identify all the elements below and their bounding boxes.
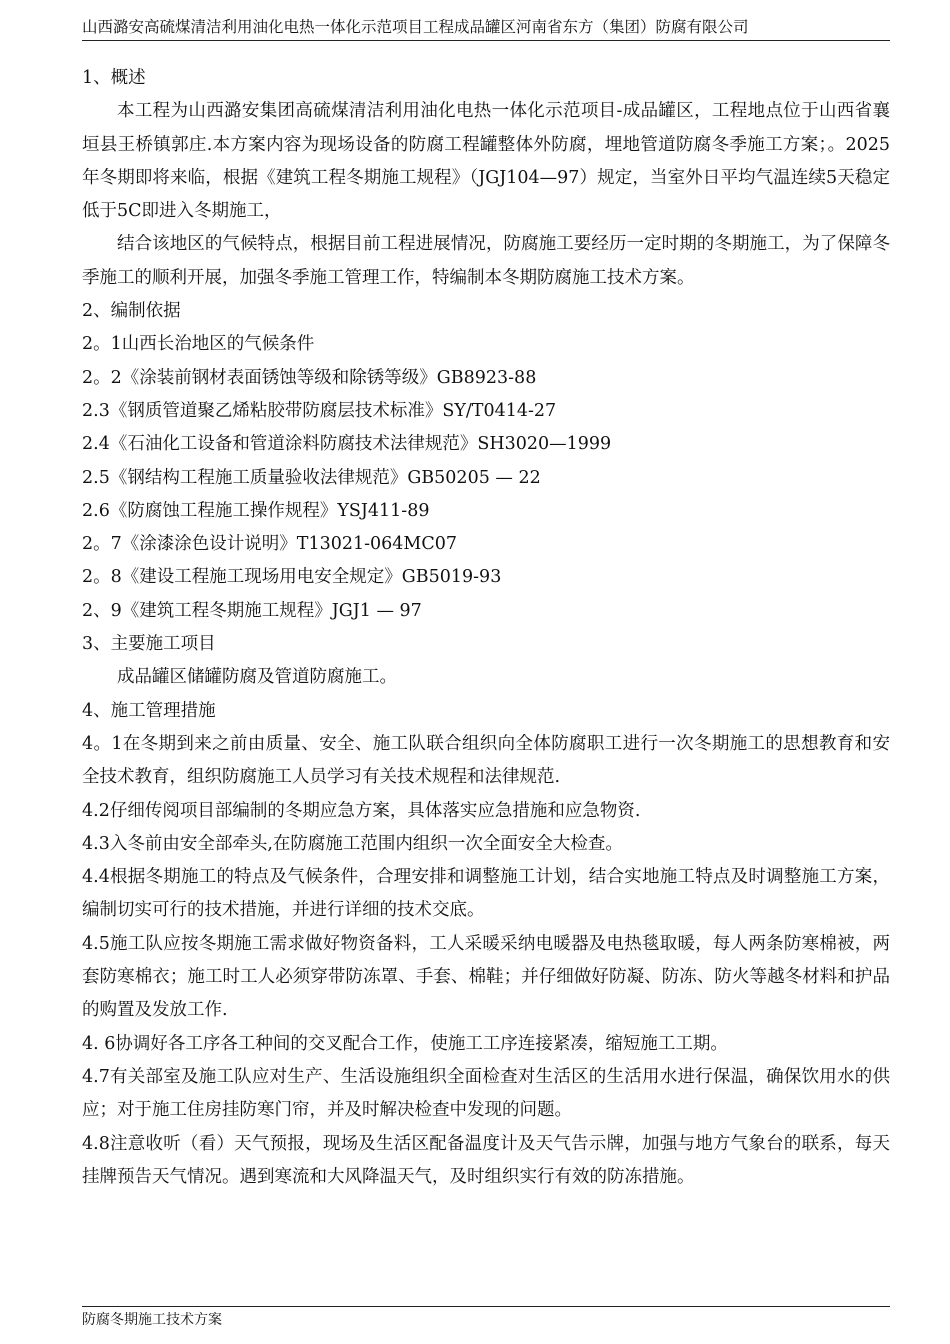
basis-item-2-9: 2、9《建筑工程冬期施工规程》JGJ1 — 97 (82, 600, 422, 621)
basis-item-2-3: 2.3《钢质管道聚乙烯粘胶带防腐层技术标准》SY/T0414-27 (82, 400, 557, 421)
basis-item-2-8: 2。8《建设工程施工现场用电安全规定》GB5019-93 (82, 567, 502, 588)
basis-item-2-2: 2。2《涂装前钢材表面锈蚀等级和除锈等级》GB8923-88 (82, 367, 537, 388)
basis-item-2-1: 2。1山西长治地区的气候条件 (82, 334, 315, 355)
measure-item-4-2: 4.2仔细传阅项目部编制的冬期应急方案，具体落实应急措施和应急物资. (82, 800, 641, 821)
basis-item-2-6: 2.6《防腐蚀工程施工操作规程》YSJ411-89 (82, 500, 430, 521)
document-body (82, 62, 890, 1194)
page-header: 山西潞安高硫煤清洁利用油化电热一体化示范项目工程成品罐区河南省东方（集团）防腐有限公司 (82, 18, 749, 36)
section-1-paragraph-1: 本工程为山西潞安集团高硫煤清洁利用油化电热一体化示范项目-成品罐区，工程地点位于山西省襄垣县王桥镇郭庄.本方案内容为现场设备的防腐工程罐整体外防腐，埋地管道防腐冬季施工方案；。2025年冬期即将来临，根据《建筑工程冬期施工规程》（JGJ104—97）规定，当室外日平均气温连续5天稳定低于5C即进入冬期施工， (82, 101, 890, 222)
measure-item-4-5: 4.5施工队应按冬期施工需求做好物资备料，工人采暖采纳电暖器及电热毯取暖，每人两条防寒棉被，两套防寒棉衣；施工时工人必须穿带防冻罩、手套、棉鞋；并仔细做好防凝、防冻、防火等越冬材料和护品的购置及发放工作. (82, 933, 890, 1021)
section-3-paragraph: 成品罐区储罐防腐及管道防腐施工。 (117, 667, 397, 688)
section-3-heading: 3、主要施工项目 (82, 634, 216, 655)
footer-divider (82, 1306, 890, 1307)
header-divider (82, 40, 890, 41)
measure-item-4-3: 4.3入冬前由安全部牵头,在防腐施工范围内组织一次全面安全大检查。 (82, 833, 623, 854)
section-1-paragraph-2: 结合该地区的气候特点，根据目前工程进展情况，防腐施工要经历一定时期的冬期施工，为了保障冬季施工的顺利开展，加强冬季施工管理工作，特编制本冬期防腐施工技术方案。 (82, 234, 890, 288)
section-1-heading: 1、概述 (82, 68, 146, 88)
measure-item-4-1: 4。1在冬期到来之前由质量、安全、施工队联合组织向全体防腐职工进行一次冬期施工的思想教育和安全技术教育，组织防腐施工人员学习有关技术规程和法律规范. (82, 733, 890, 788)
section-4-heading: 4、施工管理措施 (82, 700, 216, 721)
basis-item-2-5: 2.5《钢结构工程施工质量验收法律规范》GB50205 — 22 (82, 467, 541, 488)
measure-item-4-7: 4.7有关部室及施工队应对生产、生活设施组织全面检查对生活区的生活用水进行保温，确保饮用水的供应；对于施工住房挂防寒门帘，并及时解决检查中发现的问题。 (82, 1066, 890, 1121)
measure-item-4-6: 4. 6协调好各工序各工种间的交叉配合工作，使施工工序连接紧凑，缩短施工工期。 (82, 1033, 728, 1054)
measure-item-4-8: 4.8注意收听（看）天气预报，现场及生活区配备温度计及天气告示牌，加强与地方气象台的联系，每天挂牌预告天气情况。遇到寒流和大风降温天气，及时组织实行有效的防冻措施。 (82, 1133, 890, 1187)
measure-item-4-4: 4.4根据冬期施工的特点及气候条件，合理安排和调整施工计划，结合实地施工特点及时调整施工方案，编制切实可行的技术措施，并进行详细的技术交底。 (82, 867, 890, 921)
section-2-heading: 2、编制依据 (82, 301, 181, 322)
page-footer: 防腐冬期施工技术方案 (82, 1312, 222, 1328)
basis-item-2-7: 2。7《涂漆涂色设计说明》T13021-064MC07 (82, 534, 458, 555)
basis-item-2-4: 2.4《石油化工设备和管道涂料防腐技术法律规范》SH3020—1999 (82, 434, 612, 455)
